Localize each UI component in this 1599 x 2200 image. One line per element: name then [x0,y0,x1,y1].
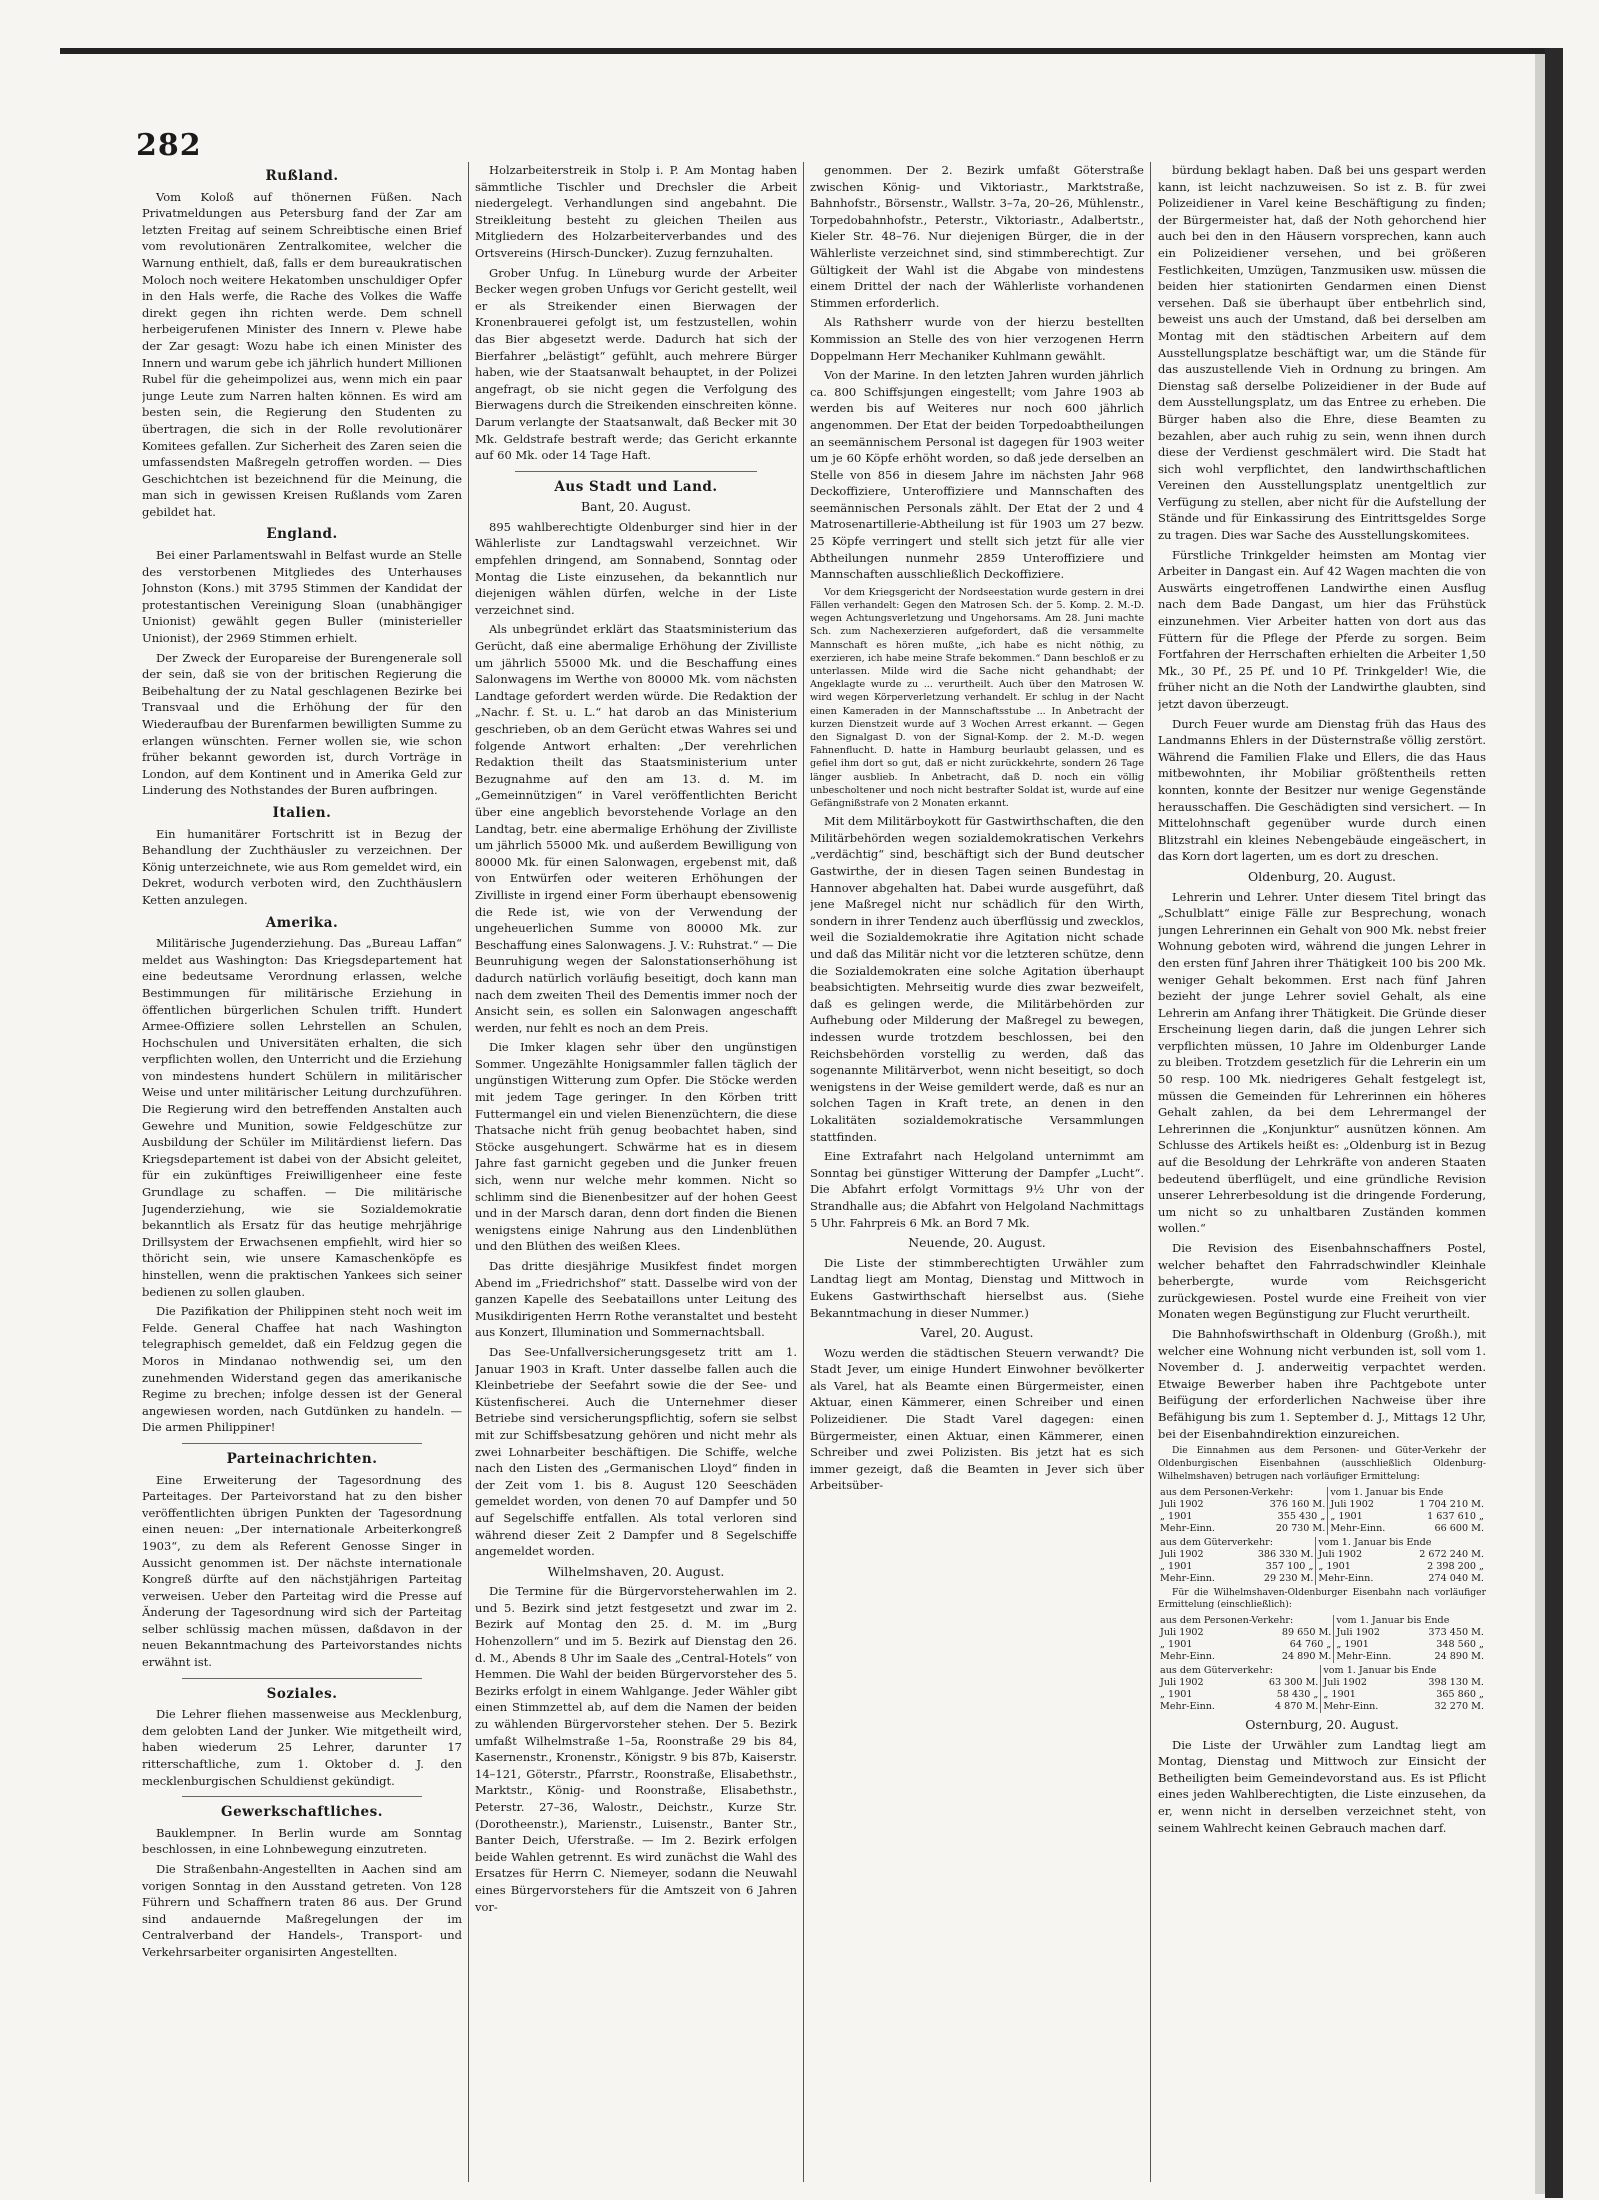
section-heading: Amerika. [265,914,339,931]
column-2 [475,162,797,2162]
divider [182,1443,422,1444]
article-paragraph: Das dritte diesjährige Musikfest findet morgen Abend im „Friedrichshof“ statt. Dasselbe wird von der ganzen Kapelle des Seebataillons unter Leitung des Musikdirigenten Herrn Rothe veranstaltet und besteht aus Konzert, Illumination und Sommernachtsball. [475,1259,797,1340]
statistics-cell-label: Mehr-Einn. [1160,1522,1215,1534]
article-paragraph: Als Rathsherr wurde von der hierzu bestellten Kommission an Stelle des von hier verzogenen Herrn Doppelmann Herr Mechaniker Kuhlmann gewählt. [810,315,1144,363]
statistics-row [1158,1651,1486,1663]
statistics-cell-total: 1 637 610 „ [1427,1510,1484,1522]
scan-right-edge [1545,48,1563,2198]
statistics-row [1158,1511,1486,1523]
article-paragraph: Die Imker klagen sehr über den ungünstigen Sommer. Ungezählte Honigsammler fallen täglich der ungünstigen Witterung zum Opfer. Die Stöcke werden mit jedem Tage geringer. In den Körben tritt Futtermangel ein und vielen Bienenzüchtern, die diese Thatsache nicht früh genug beobachtet haben, sind Stöcke ausgehungert. Schwärme hat es in diesem Jahre fast garnicht gegeben und die Junker freuen sich, wenn nur welche mehr kommen. Nicht so schlimm sind die Bienenbesitzer auf der hohen Geest und in der Marsch daran, denn dort finden die Bienen wenigstens einige Nahrung aus den Lindenblüthen und den Blüthen des weißen Klees. [475,1040,797,1254]
column-4 [1158,162,1486,2162]
statistics-range-label: vom 1. Januar bis Ende [1321,1665,1486,1677]
statistics-row [1158,1499,1486,1511]
statistics-cell-period: Mehr-Einn. [1328,1523,1401,1535]
statistics-cell-label: „ 1901 [1160,1639,1193,1651]
article-paragraph: genommen. Der 2. Bezirk umfaßt Göterstraße zwischen König- und Viktoriastr., Marktstraße, Bahnhofstr., Börsenstr., Wallstr. 3–7a, 20–26, Mühlenstr., Torpedobahnhofstr., Peterstr., Viktoriastr., Adalbertstr., Kieler Str. 48–76. Nur diejenigen Bürger, die in der Wählerliste verzeichnet sind, sind stimmberechtigt. Zur Gültigkeit der Wahl ist die Abgabe von mindestens einem Drittel der nach der Wählerliste vorhandenen Stimmen erforderlich. [810,163,1144,310]
dateline: Neuende, 20. August. [908,1235,1046,1251]
section-heading: Rußland. [265,168,339,184]
scan-top-edge [60,48,1550,54]
statistics-cell-period: Mehr-Einn. [1316,1573,1395,1585]
statistics-cell-label: Juli 1902 [1160,1677,1204,1689]
statistics-cell-period: Juli 1902 [1321,1677,1403,1689]
statistics-cell-label: „ 1901 [1160,1510,1193,1522]
statistics-range-label: vom 1. Januar bis Ende [1316,1537,1486,1549]
statistics-cell-month: 20 730 M. [1275,1522,1326,1534]
statistics-table [1158,1615,1486,1663]
article-paragraph: Die Straßenbahn-Angestellten in Aachen sind am vorigen Sonntag in den Ausstand getreten. Von 128 Führern und Schaffnern traten 86 aus. Der Grund sind andauernde Maßregelungen der im Centralverband der Handels-, Transport- und Verkehrsarbeiter organisirten Angestellten. [142,1862,462,1959]
statistics-table [1158,1537,1486,1585]
statistics-cell-period: „ 1901 [1316,1561,1395,1573]
article-paragraph: bürdung beklagt haben. Daß bei uns gespart werden kann, ist leicht nachzuweisen. So ist z. B. für zwei Polizeidiener in Varel keine Beschäftigung zu finden; der Bürgermeister hat, daß der Noth gehorchend hier auch bei den in den Häusern vorsprechen, kann auch ein Polizeidiener versehen, und bei größeren Festlichkeiten, Umzügen, Tanzmusiken usw. müssen die beiden hier stationirten Gendarmen einen Dienst versehen. Daß sie überhaupt über entbehrlich sind, beweist uns auch der Umstand, daß bei derselben am Montag mit den städtischen Arbeitern auf dem Ausstellungsplatze beschäftigt war, um die Stände für das auszustellende Vieh in Ordnung zu bringen. Am Dienstag saß derselbe Polizeidiener in der Bude auf dem Ausstellungsplatz, um das Entree zu erheben. Die Bürger haben also die Ehre, diese Beamten zu bezahlen, aber auch ruhig zu sein, wenn ihnen durch diese der Verdienst geschmälert wird. Die Stadt hat sich wohl verpflichtet, den landwirthschaftlichen Vereinen den Ausstellungsplatz unentgeltlich zur Verfügung zu stellen, aber nicht für die Aufstellung der Stände und für Einkassirung des Eintrittsgeldes Sorge zu tragen. Dies war Sache des Ausstellungskomitees. [1158,163,1486,543]
statistics-cell-month: 386 330 M. [1257,1548,1314,1560]
article-paragraph: Eine Erweiterung der Tagesordnung des Parteitages. Der Parteivorstand hat zu den bisher veröffentlichten übrigen Punkten der Tagesordnung einen neuen: „Der internationale Arbeiterkongreß 1903“, zu dem als Referent Genosse Singer in Aussicht genommen ist. Der nächste internationale Kongreß dürfte auf den nächstjährigen Parteitag verweisen. Ueber den Parteitag wird die Presse auf Änderung der Tagesordnung wird sich der Parteitag selber schlüssig machen müssen, daßdavon in der neuen Bekanntmachung des Parteivorstandes nichts erwähnt ist. [142,1472,462,1670]
statistics-intro: Die Einnahmen aus dem Personen- und Güter-Verkehr der Oldenburgischen Eisenbahnen (ausschließlich Oldenburg-Wilhelmshaven) betrugen nach vorläufiger Ermittelung: [1158,1445,1486,1482]
statistics-cell-month: 29 230 M. [1263,1572,1314,1584]
statistics-cell-total: 2 672 240 M. [1419,1548,1484,1560]
statistics-cell-total: 66 600 M. [1434,1522,1484,1534]
page-number: 282 [136,128,202,163]
statistics-cell-period: Mehr-Einn. [1321,1701,1403,1713]
statistics-cell-label: „ 1901 [1160,1560,1193,1572]
statistics-section-label: aus dem Güterverkehr: [1160,1665,1273,1677]
column-3 [810,162,1144,2162]
section-heading: Italien. [272,804,332,821]
article-paragraph: Die Termine für die Bürgervorsteherwahlen im 2. und 5. Bezirk sind jetzt festgesetzt und zwar im 2. Bezirk auf Montag den 25. d. M. im „Burg Hohenzollern“ und im 5. Bezirk auf Dienstag den 26. d. M., Abends 8 Uhr im Saale des „Central-Hotels“ von Hemmen. Die Wahl der beiden Bürgervorsteher des 5. Bezirks erfolgt in einem Wahlgange. Jeder Wähler gibt einen Stimmzettel ab, auf dem die Namen der beiden zu wählenden Bürgervorsteher stehen. Der 5. Bezirk umfaßt Wilhelmstraße 1–5a, Roonstraße 29 bis 84, Kasernenstr., Kronenstr., Königstr. 9 bis 87b, Kaiserstr. 14–121, Göterstr., Pfarrstr., Roonstraße, Elisabethstr., Marktstr., König- und Roonstraße, Elisabethstr., Peterstr. 27–36, Walostr., Deichstr., Kurze Str. (Dorotheenstr.), Marienstr., Luisenstr., Banter Str., Banter Deich, Uferstraße. — Im 2. Bezirk erfolgen beide Wahlen getrennt. Es wird zunächst die Wahl des Ersatzes für Herrn C. Niemeyer, sodann die Neuwahl eines Bürgervorstehers für die Amtszeit von 6 Jahren vor- [475,1584,797,1914]
statistics-cell-total: 2 398 200 „ [1427,1560,1484,1572]
statistics-cell-period: Juli 1902 [1316,1549,1395,1561]
statistics-cell-total: 365 860 „ [1436,1689,1484,1701]
statistics-cell-month: 63 300 M. [1268,1677,1319,1689]
section-heading: Soziales. [266,1685,338,1702]
article-paragraph: 895 wahlberechtigte Oldenburger sind hier in der Wählerliste zur Landtagswahl verzeichnet. Wir empfehlen dringend, am Sonnabend, Sonntag oder Montag die Liste einzusehen, da bekanntlich nur diejenigen wählen dürfen, welche in der Liste verzeichnet sind. [475,519,797,617]
article-paragraph: Vor dem Kriegsgericht der Nordseestation wurde gestern in drei Fällen verhandelt: Gegen den Matrosen Sch. der 5. Komp. 2. M.-D. wegen Achtungsverletzung und Ungehorsams. Am 28. Juni machte Sch. zum Nachexerzieren aufgefordert, daß die versammelte Mannschaft es hören mußte, „ich habe es nicht nöthig, zu exerzieren, ich habe meine Strafe bekommen.“ Dann beschloß er zu unterlassen. Milde wird die Sache nicht gehandhabt; der Angeklagte wurde zu ... verurtheilt. Auch über den Matrosen W. wird wegen Körperverletzung verhandelt. Er schlug in der Nacht einen Kameraden in der Mannschaftsstube ... In Anbetracht der kurzen Dienstzeit wurde auf 3 Wochen Arrest erkannt. — Gegen den Signalgast D. von der Signal-Komp. der 2. M.-D. wegen Fahnenflucht. D. hatte in Hamburg beurlaubt gelassen, und es gefiel ihm dort so gut, daß er nicht zurückkehrte, sondern 26 Tage länger ausblieb. In Anbetracht, daß D. noch ein völlig unbescholtener und noch nicht bestrafter Soldat ist, wurde auf eine Gefängnißstrafe von 2 Monaten erkannt. [810,586,1144,810]
statistics-cell-total: 24 890 M. [1434,1651,1484,1663]
column-rule [468,162,469,2182]
statistics-section-label: aus dem Personen-Verkehr: [1160,1486,1294,1498]
dateline: Varel, 20. August. [920,1325,1034,1341]
article-paragraph: Militärische Jugenderziehung. Das „Bureau Laffan“ meldet aus Washington: Das Kriegsdepartement hat eine bedeutsame Verordnung erlassen, welche Bestimmungen für militärische Erziehung in öffentlichen bürgerlichen Schulen trifft. Hundert Armee-Offiziere sollen Lehrstellen an Schulen, Hochschulen und Universitäten erhalten, die sich verpflichten wollen, den Unterricht und die Erziehung von mindestens hundert Schülern in militärischer Weise und unter militärischer Leitung durchzuführen. Die Regierung wird den betreffenden Anstalten auch Gewehre und Munition, sowie Feldgeschütze zur Ausbildung der Schüler im Militärdienst liefern. Das Kriegsdepartement ist dabei von der Absicht geleitet, für ein zukünftiges Freiwilligenheer eine feste Grundlage zu schaffen. — Die militärische Jugenderziehung, wie sie Sozialdemokratie bekanntlich als Ersatz für das heutige mehrjährige Drillsystem der Erwachsenen empfiehlt, wird hier so thöricht sein, wie unsere Kamaschenköpfe es hinstellen, wenn die praktischen Yankees sich seiner bedienen zu sollen glauben. [142,936,462,1299]
statistics-cell-total: 373 450 M. [1428,1627,1484,1639]
article-paragraph: Die Revision des Eisenbahnschaffners Postel, welcher behaftet den Fahrradschwindler Kleinhale beherbergte, wurde vom Reichsgericht zurückgewiesen. Postel wurde eine Freiheit von vier Monaten wegen Begünstigung zur Flucht verurtheilt. [1158,1241,1486,1322]
article-paragraph: Die Lehrer fliehen massenweise aus Mecklenburg, dem gelobten Land der Junker. Wie mitgetheilt wird, haben wiederum 25 Lehrer, darunter 17 ritterschaftliche, zum 1. Oktober d. J. den mecklenburgischen Schuldienst gekündigt. [142,1707,462,1788]
statistics-cell-month: 24 890 M. [1281,1651,1332,1663]
statistics-cell-period: „ 1901 [1321,1689,1403,1701]
statistics-cell-month: 64 760 „ [1289,1639,1332,1651]
statistics-row [1158,1549,1486,1561]
statistics-cell-label: „ 1901 [1160,1689,1193,1701]
statistics-range-label: vom 1. Januar bis Ende [1328,1487,1486,1499]
column-rule [803,162,804,2182]
statistics-cell-total: 348 560 „ [1436,1639,1484,1651]
revenue-statistics-wilhelmshaven [1158,1615,1486,1713]
scan-right-shadow [1535,54,1545,2194]
statistics-cell-label: Mehr-Einn. [1160,1572,1215,1584]
revenue-statistics-oldenburg [1158,1487,1486,1585]
statistics-row [1158,1689,1486,1701]
statistics-cell-label: Mehr-Einn. [1160,1651,1215,1663]
article-paragraph: Die Pazifikation der Philippinen steht noch weit im Felde. General Chaffee hat nach Washington telegraphisch gemeldet, daß ein Feldzug gegen die Moros in Mindanao nothwendig sei, um den zunehmenden Widerstand gegen das amerikanische Regime zu brechen; infolge dessen ist der General angewiesen worden, nach Gutdünken zu handeln. — Die armen Philippiner! [142,1304,462,1435]
divider [182,1678,422,1679]
section-heading: Gewerkschaftliches. [221,1804,383,1821]
statistics-row [1158,1639,1486,1651]
statistics-cell-total: 274 040 M. [1428,1572,1484,1584]
article-paragraph: Bauklempner. In Berlin wurde am Sonntag beschlossen, in eine Lohnbewegung einzutreten. [142,1825,462,1857]
divider [182,1796,422,1797]
section-heading: Parteinachrichten. [226,1450,378,1467]
statistics-cell-month: 89 650 M. [1281,1627,1332,1639]
column-rule [1150,162,1151,2182]
divider [515,471,757,472]
section-heading: England. [266,526,338,543]
statistics-cell-total: 32 270 M. [1434,1701,1484,1713]
statistics-cell-total: 1 704 210 M. [1419,1498,1484,1510]
article-paragraph: Vom Koloß auf thönernen Füßen. Nach Privatmeldungen aus Petersburg fand der Zar am letzten Freitag auf seinem Schreibtische einen Brief vom revolutionären Zentralkomitee, welcher die Warnung enthielt, daß, falls er dem bureaukratischen Moloch noch weitere Hekatomben unschuldiger Opfer in den Hals werfe, die Rache des Volkes die Waffe direkt gegen ihn richten werde. Dem schnell herbeigerufenen Minister des Innern v. Plewe habe der Zar gesagt: Wozu habe ich einen Minister des Innern und warum gebe ich jährlich hundert Millionen Rubel für die geheimpolizei aus, wenn mich ein paar junge Leute zum Narren halten können. Es wird am besten sein, die Regierung den Studenten zu übertragen, die sich in der Rolle revolutionärer Komitees gefallen. Zur Sicherheit des Zaren seien die umfassendsten Maßregeln getroffen worden. — Dies Geschichtchen ist bezeichnend für die Meinung, die man sich in gewissen Kreisen Rußlands vom Zaren gebildet hat. [142,189,462,519]
statistics-row [1158,1627,1486,1639]
article-paragraph: Eine Extrafahrt nach Helgoland unternimmt am Sonntag bei günstiger Witterung der Dampfer „Lucht“. Die Abfahrt erfolgt Vormittags 9½ Uhr von der Strandhalle aus; die Abfahrt von Helgoland Nachmittags 5 Uhr. Fahrpreis 6 Mk. an Bord 7 Mk. [810,1149,1144,1230]
article-paragraph: Wozu werden die städtischen Steuern verwandt? Die Stadt Jever, um einige Hundert Einwohner bevölkerter als Varel, hat als Beamte einen Bürgermeister, einen Aktuar, einen Kämmerer, einen Schreiber und einen Polizeidiener. Die Stadt Varel dagegen: einen Bürgermeister, einen Aktuar, einen Kämmerer, einen Schreiber und zwei Polizisten. Bis jetzt hat es sich immer gezeigt, daß die Beamten in Jever sich über Arbeitsüber- [810,1345,1144,1493]
statistics-cell-period: Mehr-Einn. [1334,1651,1410,1663]
article-paragraph: Ein humanitärer Fortschritt ist in Bezug der Behandlung der Zuchthäusler zu verzeichnen. Der König unterzeichnete, wie aus Rom gemeldet wird, ein Dekret, wodurch verboten wird, den Zuchthäuslern Ketten anzulegen. [142,826,462,907]
dateline: Osternburg, 20. August. [1245,1717,1399,1733]
article-paragraph: Fürstliche Trinkgelder heimsten am Montag vier Arbeiter in Dangast ein. Auf 42 Wagen machten die von Auswärts eingetroffenen Landwirthe einen Ausflug nach dem Bade Dangast, um hier das Frühstück einzunehmen. Vier Arbeiter hatten von dort aus das Füttern für die Pflege der Pferde zu sorgen. Beim Fortfahren der Herrschaften erhielten die Arbeiter 1,50 Mk., 30 Pf., 25 Pf. und 10 Pf. Trinkgelder! Wie, die früher nicht an die Noth der Landwirthe glaubten, sind jetzt davon überzeugt. [1158,547,1486,711]
statistics-table [1158,1487,1486,1535]
statistics-cell-month: 58 430 „ [1276,1689,1319,1701]
statistics-cell-month: 376 160 M. [1269,1498,1326,1510]
statistics-cell-period: „ 1901 [1334,1639,1410,1651]
article-paragraph: Von der Marine. In den letzten Jahren wurden jährlich ca. 800 Schiffsjungen eingestellt; vom Jahre 1903 ab werden bis auf Weiteres nur noch 600 jährlich angenommen. Der Etat der beiden Torpedoabtheilungen an seemännischem Personal ist dagegen für 1903 weiter um je 60 Köpfe erhöht worden, so daß jede derselben an Stelle von 856 in diesem Jahre im nächsten Jahr 968 Deckoffiziere, Unteroffiziere und Mannschaften des seemännischen Personals zählt. Der Etat der 2 und 4 Matrosenartillerie-Abtheilung ist für 1903 um 27 bezw. 25 Köpfe verringert und stellt sich jetzt für alle vier Abtheilungen nunmehr 2859 Unteroffiziere und Mannschaften ausschließlich Deckoffiziere. [810,368,1144,582]
article-paragraph: Der Zweck der Europareise der Burengenerale soll der sein, daß sie von der britischen Regierung die Beibehaltung der zu Natal geschlagenen Bezirke bei Transvaal und die Erhöhung der für den Wiederaufbau der Burenfarmen bewilligten Summe zu erlangen wünschten. Ferner wollen sie, wie schon früher bekannt geworden ist, durch Vorträge in London, auf dem Kontinent und in Amerika Geld zur Linderung des Nothstandes der Buren aufbringen. [142,650,462,798]
article-paragraph: Als unbegründet erklärt das Staatsministerium das Gerücht, daß eine abermalige Erhöhung der Zivilliste um jährlich 55000 Mk. und die Beschaffung eines Salonwagens im Werthe von 80000 Mk. vom nächsten Landtage gefordert werden würde. Die Redaktion der „Nachr. f. St. u. L.“ hat darob an das Ministerium geschrieben, ob an dem Gerücht etwas Wahres sei und folgende Antwort erhalten: „Der verehrlichen Redaktion theilt das Staatsministerium unter Bezugnahme auf den am 13. d. M. im „Gemeinnützigen“ in Varel veröffentlichten Bericht über eine angeblich bevorstehende Vorlage an den Landtag, betr. eine abermalige Erhöhung der Zivilliste um jährlich 55000 Mk. und außerdem Bewilligung von 80000 Mk. für einen Salonwagen, ergebenst mit, daß von Entwürfen oder weiteren Erhöhungen der Zivilliste in irgend einer Form überhaupt ebensowenig die Rede ist, wie von der Verwendung der ungeheuerlichen Summe von 80000 Mk. zur Beschaffung eines Salonwagens. J. V.: Ruhstrat.“ — Die Beunruhigung wegen der Salonstationserhöhung ist dadurch natürlich vorläufig beseitigt, doch kann man nach dem zweiten Theil des Dementis immer noch der Ansicht sein, es sollen ein Salonwagen angeschafft werden, nur fehlt es noch an dem Preis. [475,622,797,1035]
article-paragraph: Lehrerin und Lehrer. Unter diesem Titel bringt das „Schulblatt“ einige Fälle zur Besprechung, wonach jungen Lehrerinnen ein Gehalt von 900 Mk. nebst freier Wohnung geboten wird, während die jungen Lehrer in den ersten fünf Jahren ihrer Thätigkeit 100 bis 200 Mk. weniger Gehalt bekommen. Erst nach fünf Jahren bezieht der junge Lehrer soviel Gehalt, als eine Lehrerin am Anfang ihrer Thätigkeit. Die Gründe dieser Erscheinung liegen darin, daß die jungen Lehrer sich verpflichten müssen, 10 Jahre im Oldenburger Lande zu bleiben. Trotzdem gesetzlich für die Lehrerin ein um 50 resp. 100 Mk. niedrigeres Gehalt festgelegt ist, müssen die Gemeinden für Lehrerinnen ein höheres Gehalt zahlen, da bei dem Lehrermangel der Lehrerinnen die „Konjunktur“ ausnützen können. Am Schlusse des Artikels heißt es: „Oldenburg ist in Bezug auf die Besoldung der Lehrkräfte von anderen Staaten bedeutend überflügelt, und eine gründliche Revision unserer Lehrerbesoldung ist die dringende Forderung, um nicht so zu unhaltbaren Zuständen kommen wollen.“ [1158,889,1486,1236]
article-paragraph: Die Liste der stimmberechtigten Urwähler zum Landtag liegt am Montag, Dienstag und Mittwoch in Eukens Gastwirthschaft hierselbst aus. (Siehe Bekanntmachung in dieser Nummer.) [810,1255,1144,1320]
statistics-cell-label: Juli 1902 [1160,1498,1204,1510]
statistics-cell-label: Juli 1902 [1160,1548,1204,1560]
statistics-cell-period: „ 1901 [1328,1511,1401,1523]
statistics-intro: Für die Wilhelmshaven-Oldenburger Eisenbahn nach vorläufiger Ermittelung (einschließlich): [1158,1586,1486,1611]
article-paragraph: Die Bahnhofswirthschaft in Oldenburg (Großh.), mit welcher eine Wohnung nicht verbunden ist, soll vom 1. November d. J. anderweitig verpachtet werden. Etwaige Bewerber haben ihre Pachtgebote unter Beifügung der erforderlichen Nachweise über ihre Befähigung bis zum 1. September d. J., Mittags 12 Uhr, bei der Eisenbahndirektion einzureichen. [1158,1326,1486,1441]
section-heading: Aus Stadt und Land. [554,478,718,495]
article-paragraph: Holzarbeiterstreik in Stolp i. P. Am Montag haben sämmtliche Tischler und Drechsler die Arbeit niedergelegt. Verhandlungen sind angebahnt. Die Streikleitung besteht zu gleichen Theilen aus Mitgliedern des Holzarbeiterverbandes und des Ortsvereins (Hirsch-Duncker). Zuzug fernzuhalten. [475,163,797,260]
article-paragraph: Bei einer Parlamentswahl in Belfast wurde an Stelle des verstorbenen Mitgliedes des Unterhauses Johnston (Kons.) mit 3795 Stimmen der Kandidat der protestantischen Vereinigung Sloan (unabhängiger Unionist) gewählt gegen Buller (ministerieller Unionist), der 2969 Stimmen erhielt. [142,548,462,646]
dateline: Wilhelmshaven, 20. August. [547,1563,725,1579]
article-paragraph: Das See-Unfallversicherungsgesetz tritt am 1. Januar 1903 in Kraft. Unter dasselbe fallen auch die Kleinbetriebe der Seefahrt sowie die der See- und Küstenfischerei. Auch die Unternehmer dieser Betriebe sind versicherungspflichtig, sofern sie selbst mit zur Schiffsbesatzung gehören und nicht mehr als zwei Lohnarbeiter beschäftigen. Die Schiffe, welche nach den Listen des „Germanischen Lloyd“ finden in der Zeit vom 1. bis 8. August 120 Seeschäden gemeldet worden, von denen 70 auf Dampfer und 50 auf Segelschiffe entfallen. Als total verloren sind während dieser Zeit 2 Dampfer und 8 Segelschiffe angemeldet worden. [475,1344,797,1559]
statistics-cell-label: Juli 1902 [1160,1627,1204,1639]
statistics-section-label: aus dem Personen-Verkehr: [1160,1615,1294,1627]
statistics-range-label: vom 1. Januar bis Ende [1334,1615,1486,1627]
statistics-row [1158,1561,1486,1573]
statistics-cell-label: Mehr-Einn. [1160,1701,1215,1713]
article-paragraph: Durch Feuer wurde am Dienstag früh das Haus des Landmanns Ehlers in der Düsternstraße völlig zerstört. Während die Familien Flake und Ellers, die das Haus mitbewohnten, ihr Mobiliar größtentheils retten konnten, konnte der Besitzer nur wenige Gegenstände herausschaffen. Die Geschädigten sind versichert. — In Mittelohnschaft gegenüber wurde durch einen Blitzstrahl ein kleines Nebengebäude eingeäschert, in das Korn dort lagerten, um es dort zu dreschen. [1158,716,1486,864]
statistics-section-label: aus dem Güterverkehr: [1160,1536,1273,1548]
dateline: Bant, 20. August. [580,499,692,515]
statistics-cell-total: 398 130 M. [1428,1677,1484,1689]
statistics-row [1158,1677,1486,1689]
statistics-table [1158,1665,1486,1713]
statistics-cell-period: Juli 1902 [1328,1499,1401,1511]
statistics-row [1158,1701,1486,1713]
statistics-row [1158,1523,1486,1535]
article-paragraph: Die Liste der Urwähler zum Landtag liegt am Montag, Dienstag und Mittwoch zur Einsicht der Betheiligten beim Gemeindevorstand aus. Es ist Pflicht eines jeden Wahlberechtigten, die Liste einzusehen, da er, wenn nicht in derselben verzeichnet steht, von seinem Wahlrecht keinen Gebrauch machen darf. [1158,1737,1486,1835]
statistics-cell-month: 355 430 „ [1277,1510,1326,1522]
statistics-row [1158,1573,1486,1585]
article-paragraph: Grober Unfug. In Lüneburg wurde der Arbeiter Becker wegen groben Unfugs vor Gericht gestellt, weil er als Streikender einen Bierwagen der Kronenbrauerei gefolgt ist, um festzustellen, wohin das Bier abgesetzt werde. Dadurch hat sich der Bierfahrer „belästigt“ gefühlt, auch mehrere Bürger haben, wie der Staatsanwalt behauptet, in der Polizei angefragt, ob sie nicht gegen die Verfolgung des Bierwagens durch die Streikenden einschreiten könne. Darum verlangte der Staatsanwalt, daß Becker mit 30 Mk. Geldstrafe bestraft werde; das Gericht erkannte auf 60 Mk. oder 14 Tage Haft. [475,265,797,463]
statistics-cell-month: 357 100 „ [1265,1560,1314,1572]
dateline: Oldenburg, 20. August. [1247,868,1397,884]
column-1 [142,162,462,2162]
statistics-cell-period: Juli 1902 [1334,1627,1410,1639]
article-paragraph: Mit dem Militärboykott für Gastwirthschaften, die den Militärbehörden wegen sozialdemokratischen Verkehrs „verdächtig“ sind, beschäftigt sich der Bund deutscher Gastwirthe, der in diesen Tagen seinen Bundestag in Hannover abgehalten hat. Dabei wurde ausgeführt, daß jene Maßregel nicht nur schädlich für den Wirth, sondern in ihrer Tendenz auch überflüssig und zwecklos, weil die Sozialdemokratie ihre Agitation nicht schade und daß das Militär nicht vor die letzteren schütze, denn die Sozialdemokraten eine solche Agitation überhaupt beabsichtigten. Mehrseitig wurde dies zwar bezweifelt, daß es gelingen werde, die Militärbehörden zur Aufhebung oder Milderung der Maßregel zu bewegen, indessen wurde trotzdem beschlossen, bei den Reichsbehörden vorstellig zu werden, daß das sogenannte Militärverbot, wenn nicht beseitigt, so doch wenigstens in der Weise gemildert werde, daß es nur an solchen Tagen in Kraft trete, an denen in den Lokalitäten sozialdemokratische Versammlungen stattfinden. [810,814,1144,1144]
statistics-cell-month: 4 870 M. [1274,1701,1319,1713]
